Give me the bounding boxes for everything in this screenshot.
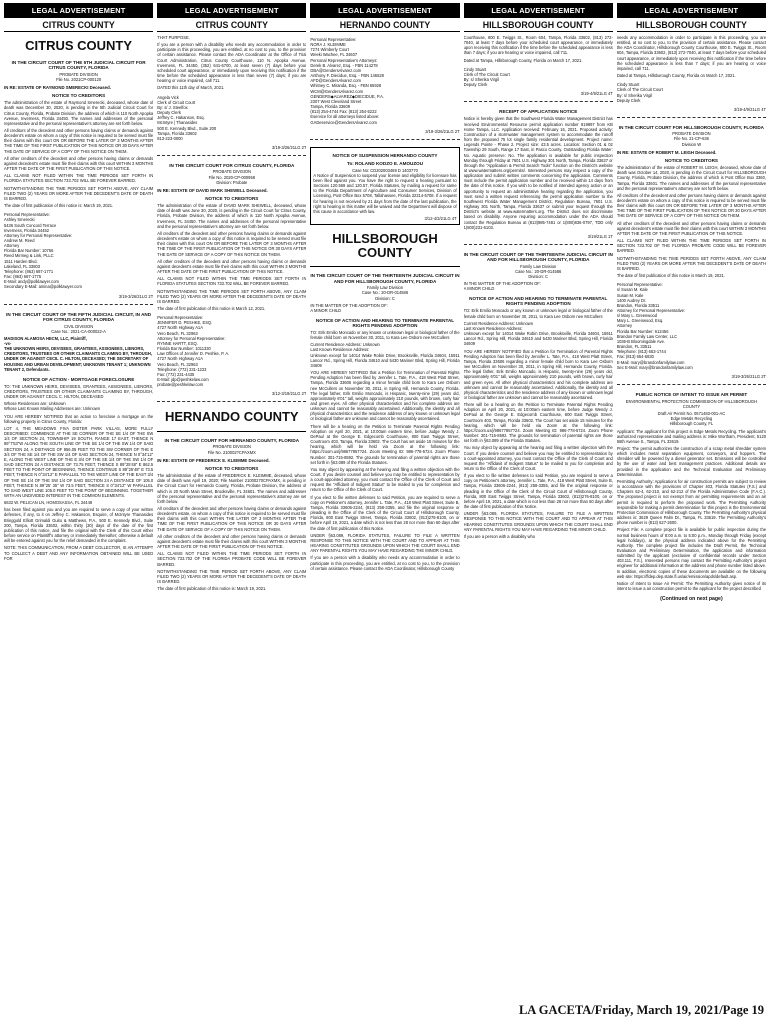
publication-code: 3/19/21LG 1T — [587, 233, 613, 239]
notice-paragraph: A Notice of Suspension to suspend your license and eligibility for licensure has been filed against you. You have the right to request a hearing pursuant to Sections 120.569 and 120.57, Florida Statutes, by mailing a request for same to the Florida Department of Agriculture and Consumer Services, Division of Licensing, Post Office Box 5708, Tallahassee, Florida 32314-5708. If a request for hearing is not received by 21 days from the date of the last publication, the right to hearing in this matter will be waived and the Department will dispose of this cause in accordance with law. — [313, 172, 457, 214]
notice-divider — [617, 384, 766, 385]
court-caption: IN THE CIRCUIT COURT OF THE 5TH JUDICIAL CIRCUIT FOR CITRUS COUNTY, FLORIDA — [11, 59, 146, 71]
court-caption: IN THE CIRCUIT COURT OF THE FIFTH JUDICIAL CIRCUIT, IN AND FOR CITRUS COUNTY, FLORIDA — [6, 311, 152, 323]
notice-paragraph: ALL CLAIMS NOT FILED WITHIN THE TIME PERIODS SET FORTH IN FLORIDA STATUTES SECTION 733.702 WILL BE FOREVER BARRED. — [4, 173, 154, 184]
court-caption: IN THE CIRCUIT COURT OF THE THIRTEENTH JUDICIAL CIRCUIT IN AND FOR HILLSBOROUGH COUNTY, FLORIDA — [463, 251, 613, 263]
notice-paragraph: All creditors of the decedent and other persons having claims or demands against decedent's estate on whom a copy of this notice is required to be served must file their claims with this court ON OR BEFORE THE LATER OF 3 MONTHS AFTER THE TIME OF THE FIRST PUBLICATION OF THIS NOTICE OR 30 DAYS AFTER THE DATE OF SERVICE OF A COPY OF THIS NOTICE ON THEM. — [157, 230, 307, 257]
notice-paragraph: All creditors of the decedent and other persons having claims or demands against decedent's estate on whom a copy of this notice is required to be served must file their claims with this court ON OR BEFORE THE LATER OF 3 MONTHS AFTER THE TIME OF THE FIRST PUBLICATION OF THIS NOTICE OR 30 DAYS AFTER THE DATE OF SERVICE OF A COPY OF THIS NOTICE ON THEM. — [616, 192, 767, 219]
representative-block: Personal Representative: s/ Susan M. Kale Susan M. Kale 1400 Audrey Dr. Brandon, Florida 33511 Attorney for Personal Representative: s/ Mary L. Greenwood Mary L. Greenwood, Esq. Attorney Florida Bar Number: 612456 Brandon Family Law Center, LLC 1036-B Bloomingdale Ave. Brandon, FL 33511 Telephone: (813) 653-1744 Fax: (813) 654-6830 E-Mail: mary@brandonfamilylaw.com Sec E-Mail: mary@brandonfamilylaw.com — [616, 282, 693, 370]
notice-paragraph: You may object by appearing at the hearing and filing a written objection with the Court. If you desire counsel and believe you may be entitled to representation by a court-appointed attorney, you must contact the Office of the Clerk of Court and request the "Affidavit of Indigent Status" to be mailed to you for completion and return to the Office of the Clerk of Court. — [310, 466, 460, 493]
notice-paragraph: The date of first publication of this notice is: March 19, 2021. — [157, 586, 267, 592]
notice-paragraph: NOTWITHSTANDING THE TIME PERIODS SET FORTH ABOVE, ANY CLAIM FILED TWO (2) YEARS OR MORE AFTER THE DECEDENT'S DATE OF DEATH IS BARRED. — [4, 185, 154, 201]
continued-note: (Continued on next page) — [660, 596, 723, 603]
case-number: Case No.: 20-DR-014586 — [361, 290, 409, 296]
estate-caption: IN RE: ESTATE OF RAYMOND SMERECKI Deceased. — [4, 84, 111, 90]
division: Division: Probate — [216, 179, 248, 185]
court-caption: IN THE CIRCUIT COURT OF THE THIRTEENTH JUDICIAL CIRCUIT IN AND FOR HILLSBOROUGH COUNTY, FLORIDA — [310, 273, 460, 284]
notice-title: NOTICE OF ACTION AND HEARING TO TERMINATE PARENTAL RIGHTS PENDING ADOPTION — [469, 296, 608, 307]
notice-paragraph: The administration of the estate of DAVID MARK SHEWELL, deceased, whose date of death was June 30, 2020, is pending in the Circuit Court for Citrus County, Florida, Probate Division, the address of which is 110 North Apopka Avenue, Inverness, FL 34450. The names and addresses of the personal representative and the personal representative's attorney are set forth below. — [157, 203, 307, 229]
file-number: File No. 210002?CPAXMX — [207, 449, 256, 455]
notice-paragraph: NOTWITHSTANDING THE TIME PERIOD SET FORTH ABOVE, ANY CLAIM FILED TWO (2) YEARS OR MORE AFTER THE DECEDENT'S DATE OF DEATH IS BARRED. — [157, 568, 307, 584]
notice-paragraph: NOTE: THIS COMMUNICATION, FROM A DEBT COLLECTOR, IS AN ATTEMPT TO COLLECT A DEBT AND ANY INFORMATION OBTAINED WILL BE USED FOR — [4, 545, 154, 561]
court-caption: IN THE CIRCUIT COURT FOR HERNANDO COUNTY, FLORIDA — [164, 437, 300, 443]
notice-paragraph: Project File: A complete project file is available for public inspection during the normal business hours of 8:00 a.m. to 5:00 p.m., Monday through Friday (except legal holidays), at the physical address indicated above for the Permitting Authority. The complete project file includes the Draft Permit, the Technical Evaluation and Preliminary Determination, the application and information submitted by the applicant (exclusive of confidential records under Section 403.111, F.S.). Interested persons may contact the Permitting Authority's project engineer for additional information at the address and phone number listed above. In addition, electronic copies of these documents are available on the following web site: https://fldep.dep.state.fl.us/air/emission/apds/default.asp. — [616, 527, 767, 579]
case-number: Case No.: 20-DR-014586 — [515, 268, 562, 274]
estate-caption: IN RE: ESTATE OF ROBERT M. LEIGH Deceased. — [616, 149, 717, 155]
column-header: LEGAL ADVERTISEMENT — [464, 3, 613, 18]
notice-paragraph: TO: Erik Emilio Moncado or any known or unknown legal or biological father of the female child born on November 30, 2011, to Kara Lee Osborn nee McCullers — [463, 308, 613, 319]
notice-paragraph: has been filed against you and you are required to serve a copy of your written defenses, if any, to it on Jeffrey C. Hakanson, Esquire, of McIntyre Thanasides Bringgold Elliott Grimaldi Guito & Matthews, P.A., 500 E. Kennedy Blvd., Suite 200, Tampa, Florida 33602, within thirty (30) days of the date of the first publication of this notice, and file the original with the Clerk of this Court either before service on Plaintiff's attorney or immediately thereafter; otherwise a default will be entered against you for the relief demanded in the complaint. — [4, 507, 154, 544]
notice-paragraph: The date of first publication of this notice is March 12, 2021. — [157, 305, 266, 311]
suspension-notice — [310, 147, 459, 225]
division: PROBATE DIVISION — [212, 444, 251, 450]
notice-paragraph: Notice of Intent to Issue Air Permit: The Permitting Authority gives notice of its intent to issue a air construction permit to the applicant for the project described — [616, 580, 767, 592]
notice-paragraph: Dated at Tampa, Hillsborough County, Florida on March 17, 2021. — [616, 73, 736, 79]
county-heading: CITRUS COUNTY — [4, 18, 153, 32]
court-caption: IN THE CIRCUIT COURT FOR CITRUS COUNTY, FLORIDA — [169, 162, 295, 168]
division: Division W — [681, 141, 702, 147]
notice-title: NOTICE OF SUSPENSION HERNANDO COUNTY — [332, 152, 438, 158]
notice-paragraph: Courthouse, 800 E. Twiggs St., Room 604, Tampa, Florida 33602, (813) 272-7040, at least 7 days before your scheduled court appearance, or immediately upon receiving this notification if the time before the scheduled appearance is less than 7 days; if you are hearing or voice impaired, call 711. — [463, 35, 613, 56]
column-4 — [464, 3, 613, 999]
notice-divider — [157, 155, 306, 156]
legal-description: LOT 4, THE MEADOWS FIVA DISTER PARK VILLAS, MORE FULLY DESCRIBED: COMMENCE AT THE SE CORNER OF THE SE 1/4 OF THE SW 1/4 OF SECTION 24, TOWNSHIP 19 SOUTH, RANGE 17 EAST, THENCE N 89°7'53"W ALONG THE SOUTH LINE OF THE SE 1/4 OF THE SW 1/4 OF SAID SECTION 24, A DISTANCE OF 956.05 FEET TO THE SW CORNER OF THE E 3/4 OF THE SE 1/4 OF THE SW 1/4 OF SAID SECTION 24, THENCE N 0°34'12" E, ALONG THE WEST LINE OF THE E 3/4 OF THE SE 1/4 OF THE SW 1/4 OF SAID SECTION 24 A DISTANCE OF 73.75 FEET, THENCE S 89°25'48" E 862.5 FEET TO THE POINT OF BEGINNING, THENCE CONTINUE S 89°25'48" E 73.5 FEET, THENCE N 0°34'12" E PARALLEL TO THE WEST LINE OF THE EAST 3/4 OF THE SE 1/4 OF THE SW 1/4 OF SAID SECTION 24 A DISTANCE OF 105.0 FEET, THENCE N 89°25' 35" W 73.5 FEET, THENCE S 0°34'12" W PARALLEL TO SAID WEST LINE 105.0 FEET TO THE POINT OF BEGINNING. TOGETHER WITH AN UNDIVIDED INTEREST IN THE COMMON ELEMENTS. — [4, 425, 154, 498]
column-header: LEGAL ADVERTISEMENT — [4, 3, 153, 18]
notice-paragraph: YOU ARE HEREBY NOTIFIED that a Petition for Termination of Parental Rights Pending Adoption has been filed by Jennifer L. Tate, P.A., 418 West Platt Street, Tampa, Florida 33606 regarding a minor female child born to Kara Lee Osborn nee McCullers on November 30, 2011, in Spring Hill, Hernando County, Florida. The legal father, Erik Emilio Moncado, is Hispanic, twenty-nine (29) years old, approximately 6'01" tall, weighs approximately 210 pounds, with brown, curly hair and green eyes. All other physical characteristics and his complete address are unknown and cannot be reasonably ascertained. Additionally, the identity and all physical characteristics and the residence address of any known or unknown legal or biological father are unknown and cannot be reasonably ascertained. — [310, 370, 460, 422]
rule — [310, 266, 459, 267]
parties-caption: MADISON ALAMOSA HECM, LLC, Plaintiff, -vs- THE UNKNOWN HEIRS, DEVISEES, GRANTEES, ASSIGNEES, LIENORS, CREDITORS, TRUSTEES OR OTHER CLAIMANTS CLAIMING BY, THROUGH, UNDER OR AGAINST CECIL C. HILTON, DECEASED; THE SECRETARY OF HOUSING AND URBAN DEVELOPMENT; UNKNOWN TENANT 1; UNKNOWN TENANT 2, Defendants. — [4, 335, 152, 372]
notice-paragraph: The date of first publication of this notice is March 19, 2021. — [616, 273, 725, 279]
notice-paragraph: NOTWITHSTANDING THE TIME PERIODS SET FORTH ABOVE, ANY CLAIM FILED TWO (2) YEARS OR MORE AFTER THE DECEDENT'S DATE OF DEATH IS BARRED. — [616, 255, 767, 271]
notice-title: NOTICE TO CREDITORS — [205, 466, 259, 472]
division: Division: C — [528, 274, 548, 280]
notice-title: PUBLIC NOTICE OF INTENT TO ISSUE AIR PERMIT — [635, 391, 748, 397]
notice-paragraph: UNDER §63.089, FLORIDA STATUTES, FAILURE TO FILE A WRITTEN RESPONSE TO THIS NOTICE WITH THE COURT AND TO APPEAR AT THIS HEARING CONSTITUTES GROUNDS UPON WHICH THE COURT SHALL END ANY PARENTAL RIGHTS YOU MAY HAVE REGARDING THE MINOR CHILD. — [310, 532, 460, 554]
notice-paragraph: If you elect to file written defenses to said Petition, you are required to serve a copy on Petitioner's attorney, Jennifer L. Tate, P.A., 418 West Platt Street, Suite B, Tampa, Florida 33606-2244, (813) 258-3355, and file the original response or pleading in the Office of the Clerk of the Circuit Court of Hillsborough County, Florida, 800 East Twiggs Street, Tampa, Florida 33602, (813)276-8100, on or before April 19, 2021, a date which is not less than 28 nor more than 60 days after the date of first publication of this Notice. — [463, 473, 613, 510]
county-heading: HILLSBOROUGH COUNTY — [464, 18, 613, 32]
division: Family Law Division — [366, 285, 404, 291]
representative-block: Personal Representative: NORA J. KLEIMME 7274 Wimberly Court Weeki Wachee, FL 34607 Personal Representative's Attorneys: Derek B. Alvarez, Esq. - FBN 114278 DBA@GendersAlvarez.com Anthony F. Diecidue, Esq. - FBN 146528 AFD@GendersAlvarez.com Whitney C. Miranda, Esq. - FBN 65928 WCM@GendersAlvarez.com GENDERS◆ALVAREZ◆DIECIDUE, P.A. 2307 West Cleveland Street Tampa, Florida 33609 (813) 254-4744 Fax: (813) 254-5222 Eservice for all attorneys listed above: GADeservice@GendersAlvarez.com — [310, 37, 385, 125]
notice-addressee: To: ROLAND KODZO E. AMOUZOU — [346, 160, 424, 166]
notice-paragraph: TO: Erik Emilio Moncado or any known or unknown legal or biological father of the female child born on November 30, 2011, to Kara Lee Osborn nee McCullers — [310, 329, 460, 341]
notice-paragraph: All creditors of the decedent and other persons having claims or demands against decedent's estate, on whom a copy of this notice is required to be served must file their claims with this court WITHIN THE LATER OF 3 MONTHS AFTER THE TIME OF THE FIRST PUBLICATION OF THIS NOTICE OR 30 DAYS AFTER THE DATE OF SERVICE OF A COPY OF THIS NOTICE ON THEM. — [157, 505, 307, 532]
notice-paragraph: ALL CLAIMS NOT FILED WITHIN THE TIME PERIODS SET FORTH IN FLORIDA STATUTES SECTION 733.702 WILL BE FOREVER BARRED. — [157, 276, 307, 287]
notice-paragraph: There will be a hearing on the Petition to Terminate Parental Rights Pending Adoption on April 20, 2021, at 10:00am eastern time, before Judge Wendy J. DePaul at the George E. Edgecomb Courthouse, 800 East Twiggs Street, Courtroom 403, Tampa, Florida 33602. The Court has set aside 15 minutes for the hearing, which will be held via Zoom at the following link: https://zoom.us/j/98677857?24. Zoom Meeting ID: 986-778-5724. Zoom Phone Number: 301-715-8592. The grounds for termination of parental rights are those set forth in §63.089 of the Florida Statutes. — [310, 423, 460, 465]
notice-paragraph: ALL CLAIMS NOT FILED WITHIN THE TIME PERIODS SET FORTH IN SECTION 733.702 OF THE FLORIDA PROBATE CODE WILL BE FOREVER BARRED. — [616, 238, 767, 254]
notice-paragraph: If you elect to file written defenses to said Petition, you are required to serve a copy on Petitioner's attorney, Jennifer L. Tate, P.A., 418 West Platt Street, Suite B, Tampa, Florida 33606-2244, (813) 258-3355, and file the original response or pleading in the Office of the Clerk of the Circuit Court of Hillsborough County, Florida, 800 East Twiggs Street, Tampa, Florida 33602, (813)276-8100, on or before April 19, 2021, a date which is not less than 28 nor more than 60 days after the date of first publication of this Notice. — [310, 494, 460, 531]
signature-block: Cindy Stuart Clerk of The Circuit Court By: s/ Sherika Virgil Deputy Clerk — [616, 82, 663, 103]
property-address: 6632 W. PELICAN LN, HOMOSASSA, FL 34448 — [4, 500, 93, 506]
column-2 — [157, 3, 306, 999]
notice-paragraph: All other creditors of the decedent and other persons having claims or demands against decedent's estate must file their claims with this court WITHIN 3 MONTHS AFTER THE DATE OF THE FIRST PUBLICATION OF THIS NOTICE. — [157, 258, 307, 275]
notice-paragraph: ALL CLAIMS NOT FILED WITHIN THE TIME PERIODS SET FORTH IN SECTION 733.702 OF THE FLORIDA PROBATE CODE WILL BE FOREVER BARRED. — [157, 551, 307, 567]
permit-caption: Draft Air Permit No. 0571483-001-AC Edge Metals Recycling Hillsborough County, FL — [657, 411, 726, 427]
publication-code: 3/12-4/2/21LG 4T — [424, 216, 457, 222]
column-header: LEGAL ADVERTISEMENT — [617, 3, 766, 18]
division: PROBATE DIVISION — [59, 71, 98, 77]
notice-title: RECEIPT OF APPLICATION NOTICE — [499, 109, 578, 115]
publication-code: 3/19-3/26/21LG 2T — [272, 144, 307, 150]
file-number: File No. 2021CP-000120 — [56, 76, 102, 82]
county-heading: HILLSBOROUGH COUNTY — [617, 18, 766, 32]
notice-paragraph: Applicant: The applicant for this project is Edge Metals Recycling. The applicant's authorized representative and mailing address is: Mike Wortham, President, 5120 56th Avenue S., Tampa, FL 33619. — [616, 428, 767, 444]
notice-title: NOTICE OF ACTION - MORTGAGE FORECLOSURE — [22, 376, 135, 382]
case-number: Case No: CD202003469 D 1403770 — [352, 167, 418, 173]
notice-paragraph: THAT PURPOSE. — [157, 35, 190, 40]
notice-paragraph: NOTWITHSTANDING THE TIME PERIODS SET FORTH ABOVE, ANY CLAIM FILED TWO (2) YEARS OR MORE AFTER THE DECEDENT'S DATE OF DEATH IS BARRED. — [157, 288, 307, 304]
notice-paragraph: YOU ARE HEREBY NOTIFIED that an action to foreclose a mortgage on the following property in Citrus County, Florida: — [4, 413, 154, 424]
column-3 — [310, 3, 459, 999]
notice-paragraph: All other creditors of the decedent and other persons having claims or demands against decedent's estate must file their claims with this court WITHIN 3 MONTHS AFTER THE DATE OF THE FIRST PUBLICATION OF THIS NOTICE. — [157, 533, 307, 550]
notice-paragraph: DATED this 11th day of March, 2021. — [157, 85, 225, 91]
notice-paragraph: All other creditors of the decedent and other persons having claims or demands against decedent's estate must file their claims with this court WITHIN 3 MONTHS AFTER THE DATE OF THE FIRST PUBLICATION OF THIS NOTICE. — [4, 155, 154, 172]
notice-divider — [157, 401, 306, 402]
column-1 — [4, 3, 153, 999]
column-header: LEGAL ADVERTISEMENT — [310, 3, 459, 18]
notice-paragraph: Current Residence Address: Unknown Last Known Residence Address: Unknown except for 14014 Wake Robin Drive, Brooksville, Florida 34604, 15911 Lancor Rd., Spring Hill, Florida 34610 and 5430 Mariner Blvd, Spring Hill, Florida 34609 — [463, 320, 613, 347]
notice-paragraph: Project: The permit authorizes the construction of a scrap metal shredder system which includes metal separation equipment, conveyors, and hoppers. The shredder will be powered by a diesel generator set. Emissions will be controlled by the use of water and best management practices. Additional details are provided in the application and the Technical Evaluation and Preliminary Determination. — [616, 446, 767, 477]
publication-code: 3/19-3/26/21LG 2T — [731, 373, 767, 379]
notice-paragraph: Permitting Authority: Applications for air construction permits are subject to review in accordance with the provisions of Chapter 403, Florida Statutes (F.S.) and Chapters 62-4, 62-210, and 62-212 of the Florida Administrative Code (F.A.C.). The proposed project is not exempt from air permitting requirements and an air permit is required to perform the proposed work. The Permitting Authority responsible for making a permit determination for this project is the Environmental Protection Commission of Hillsborough County. The Permitting Authority's physical address is: 3629 Queen Palm Dr., Tampa, FL 33619. The Permitting Authority's phone number is (813) 627-2600. — [616, 478, 767, 526]
representative-block: Personal Representative: Ashley Smerecki 5436 South Concord Terrace Inverness, Florida 34452 Attorney for Personal Representative: Andrew M. Reed Attorney Florida Bar Number: 10756 Reed Mirmeg & Link, PLLC 1511 Harden Blvd. Lakeland, FL 33803 Telephone: (863) 687-1771 Fax: (863) 687-1775 E-Mail: andy@polklawyer.com Secondary E-Mail: amina@polklawyer.com — [4, 212, 82, 290]
notice-title: NOTICE TO CREDITORS — [205, 196, 259, 202]
county-heading: CITRUS COUNTY — [157, 18, 306, 32]
file-number: File No. 21-CP-636 — [673, 136, 709, 142]
county-banner: HILLSBOROUGH COUNTY — [332, 231, 438, 260]
notice-paragraph: needs any accommodation in order to participate in this proceeding, you are entitled, at no cost to you, to the provision of certain assistance. Please contact the ADA Coordinator, Hillsborough County Courthouse, 800 E. Twiggs St., Room 604, Tampa, Florida 33602, (813) 272-7040, at least 7 days before your scheduled court appearance, or immediately upon receiving this notification if the time before the scheduled appearance is less than 7 days; if you are hearing or voice impaired, call 711. — [616, 35, 767, 71]
matter-caption: IN THE MATTER OF THE ADOPTION OF: A MINOR CHILD — [310, 302, 388, 313]
notice-paragraph: The administration of the estate of Raymond Smerecki, deceased, whose date of death was December 30, 2020, is pending in the 5th Judicial Circuit Court for Citrus County, Florida, Probate Division, the address of which is 110 North Apopka Avenue, Inverness, Florida 34450. The names and addresses of the personal representative and the personal representative's attorney are set forth below. — [4, 100, 154, 126]
notice-paragraph: There will be a hearing on the Petition to Terminate Parental Rights Pending Adoption on April 20, 2021, at 10:00am eastern time, before Judge Wendy J. DePaul at the George E. Edgecomb Courthouse, 800 East Twiggs Street, Courtroom 403, Tampa, Florida 33602. The Court has set aside 15 minutes for the hearing, which will be held via Zoom at the following link: https://zoom.us/j/98677857?24. Zoom Meeting ID: 986-778-5724. Zoom Phone Number: 301-715-8592. The grounds for termination of parental rights are those set forth in §63.089 of the Florida Statutes. — [463, 402, 613, 444]
publication-code: 3/12-3/19/21LG 2T — [272, 391, 307, 397]
notice-paragraph: UNDER §63.089, FLORIDA STATUTES, FAILURE TO FILE A WRITTEN RESPONSE TO THIS NOTICE WITH THE COURT AND TO APPEAR AT THIS HEARING CONSTITUTES GROUNDS UPON WHICH THE COURT SHALL END ANY PARENTAL RIGHTS YOU MAY HAVE REGARDING THE MINOR CHILD. — [463, 511, 613, 532]
legal-columns — [4, 3, 766, 999]
notice-divider — [310, 139, 459, 140]
notice-title: NOTICE OF ACTION AND HEARING TO TERMINATE PARENTAL RIGHTS PENDING ADOPTION — [315, 317, 455, 328]
notice-title: NOTICE TO CREDITORS — [664, 158, 718, 164]
matter-caption: IN THE MATTER OF THE ADOPTION OF: A MINOR CHILD — [463, 281, 541, 292]
notice-divider — [464, 244, 613, 245]
rule — [157, 431, 306, 432]
county-banner: HERNANDO COUNTY — [164, 409, 299, 425]
notice-paragraph: If you are a person with a disability who — [463, 533, 536, 539]
division: PROBATE DIVISION — [212, 169, 251, 175]
publication-code: 3/19-3/26/21LG 2T — [118, 293, 154, 299]
notice-paragraph: All other creditors of the decedent and other persons having claims or demands against decedent's estate must file their claims with this court WITHIN 3 MONTHS AFTER THE DATE OF THE FIRST PUBLICATION OF THIS NOTICE. — [616, 220, 767, 236]
representative-block: Personal Representative: JENNIFER D. PESHKE, ESQ. 4727 North Highway A1A Vero Beach, FL 32963 Attorney for Personal Representative: RYNNE HARTT, ESQ. Florida Bar Number: 1011330 Law Offices of Jennifer D. Peshke, P. A. 4727 North Highway A1A Vero Beach, FL 32963 Telephone: (772) 231-1233 Fax: (772) 231-4435 E-Mail: jdp@peshkelaw.com probate@peshkelaw.com — [157, 315, 230, 388]
notice-paragraph: The administration of the estate of ROBERT M. LEIGH, deceased, whose date of death was October 14, 2020, is pending in the Circuit Court for HILLSBOROUGH County, Florida, Probate Division, the address of which is Post Office Box 3360, Tampa, Florida 33601. The names and addresses of the personal representative and the personal representative's attorney are set forth below. — [616, 165, 767, 191]
notice-paragraph: If you are a person with a disability who needs any accommodation in order to participate in this proceeding, you are entitled, at no cost to you, to the provision of certain assistance. Please contact the ADA Coordinator at the Office of Trial Court Administration, Citrus County Courthouse, 110 N. Apopka Avenue, Inverness, FL 34450, (352) 641-6700, at least seven (7) days before your scheduled court appearance, or immediately upon receiving this notification if the time before the scheduled appearance is less than seven (7) days; if you are hearing or voice impaired, call 711. — [157, 42, 307, 84]
notice-paragraph: YOU ARE HEREBY NOTIFIED that a Petition for Termination of Parental Rights Pending Adoption has been filed by Jennifer L. Tate, P.A., 418 West Platt Street, Tampa, Florida 33606 regarding a minor female child born to Kara Lee Osborn nee McCullers on November 30, 2011, in Spring Hill, Hernando County, Florida. The legal father, Erik Emilio Moncado, is Hispanic, twenty-nine (29) years old, approximately 6'01" tall, weighs approximately 210 pounds, with brown, curly hair and green eyes. All other physical characteristics and his complete address are unknown and cannot be reasonably ascertained. Additionally, the identity and all physical characteristics and the residence address of any known or unknown legal or biological father are unknown and cannot be reasonably ascertained. — [463, 348, 613, 400]
notice-paragraph: Current Residence Address: Unknown Last Known Residence Address: Unknown except for 14014 Wake Robin Drive, Brooksville, Florida 34604, 15911 Lancor Rd., Spring Hill, Florida 34610 and 5430 Mariner Blvd, Spring Hill, Florida 34609 — [310, 342, 460, 368]
publication-code: 3/19-3/26/21LG 2T — [425, 128, 460, 134]
notice-paragraph: Dated at Tampa, Hillsborough County, Florida on March 17, 2021. — [463, 57, 583, 63]
division: Division: C — [375, 295, 395, 301]
publication-code: 3/19-4/9/21LG 4T — [580, 91, 613, 97]
county-banner: CITRUS COUNTY — [25, 38, 133, 53]
signature-block: Angela Vick Clerk of Circuit Court By: s/ J. Steelfox Deputy Clerk Jeffrey C. Hakanson, Esq. McIntyre | Thanasides 500 E. Kennedy Blvd., Suite 200 Tampa, Florida 33602 813-223-0000 — [157, 94, 217, 141]
notice-paragraph: Whose Residences are: Unknown Whose Last Known Mailing Addresses are: Unknown — [4, 401, 101, 412]
signature-block: Cindy Stuart Clerk of The Circuit Court By: s/ Sherika Virgil Deputy Clerk — [463, 66, 510, 88]
agency-name: ENVIRONMENTAL PROTECTION COMMISSION OF HILLSBOROUGH COUNTY — [625, 398, 758, 409]
estate-caption: IN RE: ESTATE OF DAVID MARK SHEWELL Deceased. — [157, 187, 268, 193]
division: PROBATE DIVISION — [672, 131, 711, 137]
county-heading: HERNANDO COUNTY — [310, 18, 459, 32]
column-header: LEGAL ADVERTISEMENT — [157, 3, 306, 18]
division: CIVIL DIVISION — [64, 323, 94, 329]
notice-divider — [4, 304, 153, 305]
notice-paragraph: The administration of the estate of FREDERICK E. KLEIMME, deceased, whose date of death was April 19, 2020; File Number 21000270CPAXMX, is pending in the Circuit Court for Hernando County, Florida, Probate Division, the address of which is 20 North Main Street, Brooksville, FL 34601. The names and addresses of the personal representative and the personal representative's attorney are set forth below. — [157, 473, 307, 504]
page-footer: LA GACETA/Friday, March 19, 2021/Page 19 — [518, 1003, 764, 1017]
notice-divider — [617, 117, 766, 118]
court-caption: IN THE CIRCUIT COURT FOR HILLSBOROUGH COUNTY, FLORIDA — [618, 124, 765, 130]
column-5 — [617, 3, 766, 999]
file-number: File No. 2020-CP-000958 — [208, 174, 256, 180]
case-number: Case No.: 2021-CA-000022-A — [51, 328, 106, 334]
publication-code: 3/19-4/9/21LG 4T — [733, 106, 767, 112]
notice-paragraph: TO: THE UNKNOWN HEIRS, DEVISEES, GRANTEES, ASSIGNEES, LIENORS, CREDITORS, TRUSTEES OR OTHER CLAIMANTS CLAIMING BY, THROUGH, UNDER OR AGAINST CECIL C. HILTON, DECEASED — [4, 383, 154, 400]
notice-paragraph: You may object by appearing at the hearing and filing a written objection with the Court. If you desire counsel and believe you may be entitled to representation by a court-appointed attorney, you must contact the Office of the Clerk of Court and request the "Affidavit of Indigent Status" to be mailed to you for completion and return to the Office of the Clerk of Court. — [463, 445, 613, 472]
notice-divider — [464, 101, 613, 102]
notice-paragraph: All creditors of the decedent and other persons having claims or demands against decedent's estate on whom a copy of this notice is required to be served must file their claims with this court ON OR BEFORE THE LATER OF 3 MONTHS AFTER THE TIME OF THE FIRST PUBLICATION OF THIS NOTICE OR 30 DAYS AFTER THE DATE OF SERVICE OF A COPY OF THIS NOTICE ON THEM. — [4, 128, 154, 154]
notice-title: NOTICE TO CREDITORS — [52, 93, 106, 99]
notice-paragraph: Notice is hereby given that the Southwest Florida Water Management District has received Environmental Resource permit application number 819897 from KB Home Tampa, LLC. Application received: February 16, 2021. Proposed activity: Construction of a stormwater management system to accommodate the runoff from the proposed 75 lot single family residential development. Project name: Legends Pointe - Phase 2. Project size: 43.5 acres. Location: Section 01 & 02 Township 29 South, Range 17 East, in Pasco County. Outstanding Florida Water: No. Aquatic preserve: No. The application is available for public inspection Monday through Friday at 7601 U.S. Highway 301 North, Tampa, Florida 33637 or through the "Application & Permit Search Tools" function on the District's website at www.watermatters.org/permits/. Interested persons may inspect a copy of the application and submit written comments concerning the application. Comments must include the permit application number and be received within 14 days from the date of this notice. If you wish to be notified of intended agency action or an opportunity to request an administrative hearing regarding the application, you must send a written request referencing the permit application number to the Southwest Florida Water Management District, Regulation Bureau, 7601 U.S. Highway 301 North, Tampa, Florida 33637 or submit your request through the District's website at www.watermatters.org. The District does not discriminate based on disability. Anyone requiring accommodation under the ADA should contact the Regulation Bureau at (813)985-7481 or 1(800)836-0797, TDD only 1(800)231-6103. — [463, 116, 613, 230]
division: Family Law Division — [520, 263, 557, 269]
notice-paragraph: The date of first publication of this notice is: March 19, 2021. — [4, 203, 114, 209]
notice-paragraph: If you are a person with a disability who needs any accommodation in order to participate in this proceeding, you are entitled, at no cost to you, to the provision of certain assistance. Please contact the ADA Coordinator, Hillsborough County — [310, 555, 460, 571]
estate-caption: IN RE: ESTATE OF FREDERICK E. KLEIMME Deceased. — [157, 457, 270, 463]
